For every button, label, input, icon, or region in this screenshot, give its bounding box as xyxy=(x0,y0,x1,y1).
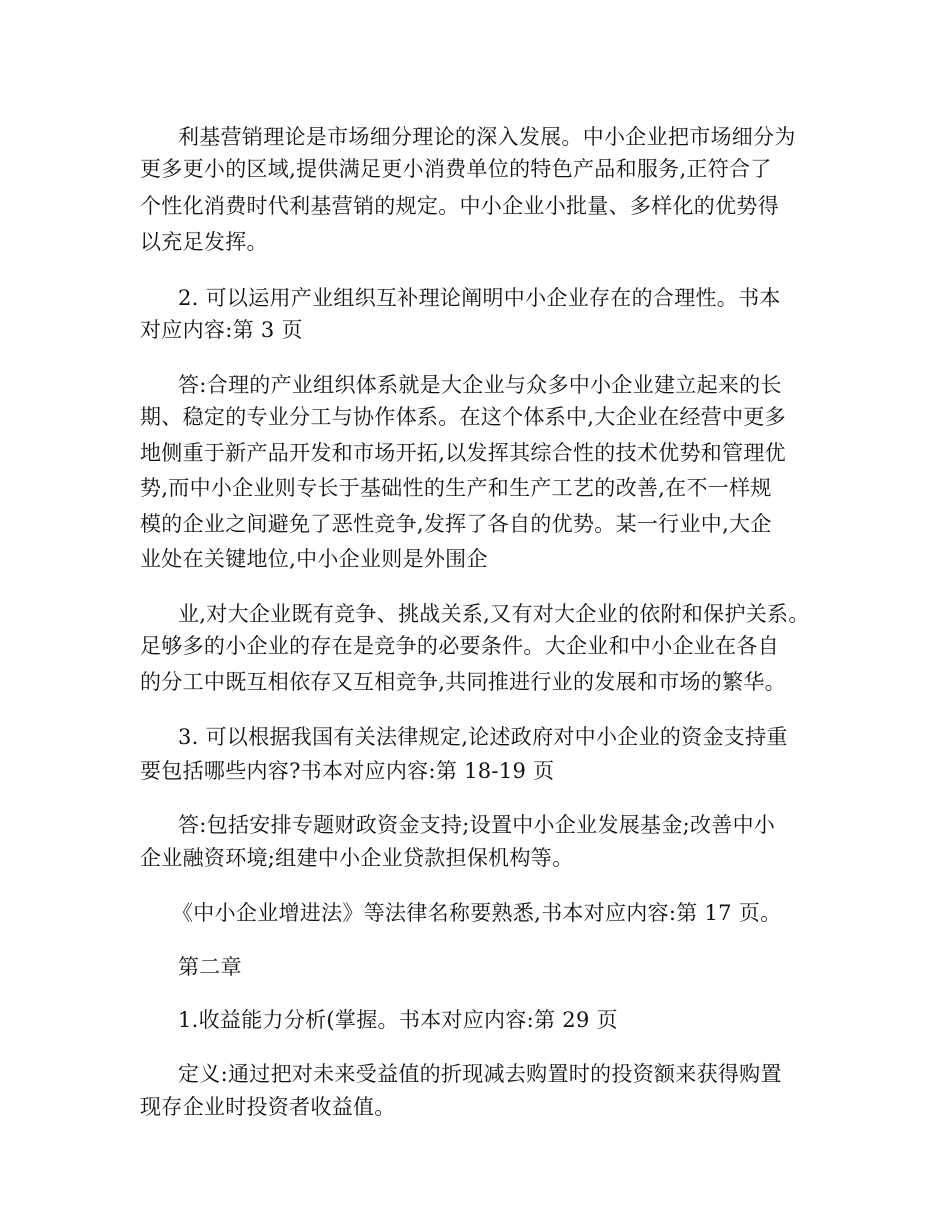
text-line: 的分工中既互相依存又互相竞争,共同推进行业的发展和市场的繁华。 xyxy=(140,670,786,694)
text-line: 对应内容:第 3 页 xyxy=(140,318,303,342)
text-line: 足够多的小企业的存在是竞争的必要条件。大企业和中小企业在各自 xyxy=(140,634,779,658)
text-line: 期、稳定的专业分工与协作体系。在这个体系中,大企业在经营中更多 xyxy=(140,405,786,429)
text-line: 势,而中小企业则专长于基础性的生产和生产工艺的改善,在不一样规 xyxy=(140,476,772,500)
text-line: 业处在关键地位,中小企业则是外围企 xyxy=(140,547,488,571)
text-line: 更多更小的区域,提供满足更小消费单位的特色产品和服务,正符合了 xyxy=(140,157,772,181)
text-line: 1.收益能力分析(掌握。书本对应内容:第 29 页 xyxy=(178,1008,618,1032)
text-line: 个性化消费时代利基营销的规定。中小企业小批量、多样化的优势得 xyxy=(140,194,779,218)
text-line: 定义:通过把对未来受益值的折现减去购置时的投资额来获得购置 xyxy=(178,1062,782,1086)
text-line: 企业融资环境;组建中小企业贷款担保机构等。 xyxy=(140,846,574,870)
text-line: 以充足发挥。 xyxy=(140,230,268,254)
text-line: 利基营销理论是市场细分理论的深入发展。中小企业把市场细分为 xyxy=(178,125,796,149)
text-line: 业,对大企业既有竞争、挑战关系,又有对大企业的依附和保护关系。 xyxy=(178,602,810,626)
text-line: 答:合理的产业组织体系就是大企业与众多中小企业建立起来的长 xyxy=(178,373,782,397)
text-line: 模的企业之间避免了恶性竞争,发挥了各自的优势。某一行业中,大企 xyxy=(140,512,772,536)
text-line: 答:包括安排专题财政资金支持;设置中小企业发展基金;改善中小 xyxy=(178,813,776,837)
text-line: 地侧重于新产品开发和市场开拓,以发挥其综合性的技术优势和管理优 xyxy=(140,441,786,465)
section-heading: 第二章 xyxy=(178,955,242,979)
text-line: 《中小企业增进法》等法律名称要熟悉,书本对应内容:第 17 页。 xyxy=(172,901,782,925)
text-line: 2. 可以运用产业组织互补理论阐明中小企业存在的合理性。书本 xyxy=(178,286,781,310)
text-line: 现存企业时投资者收益值。 xyxy=(140,1095,396,1119)
text-line: 3. 可以根据我国有关法律规定,论述政府对中小企业的资金支持重 xyxy=(178,725,788,749)
text-line: 要包括哪些内容?书本对应内容:第 18-19 页 xyxy=(140,759,555,783)
